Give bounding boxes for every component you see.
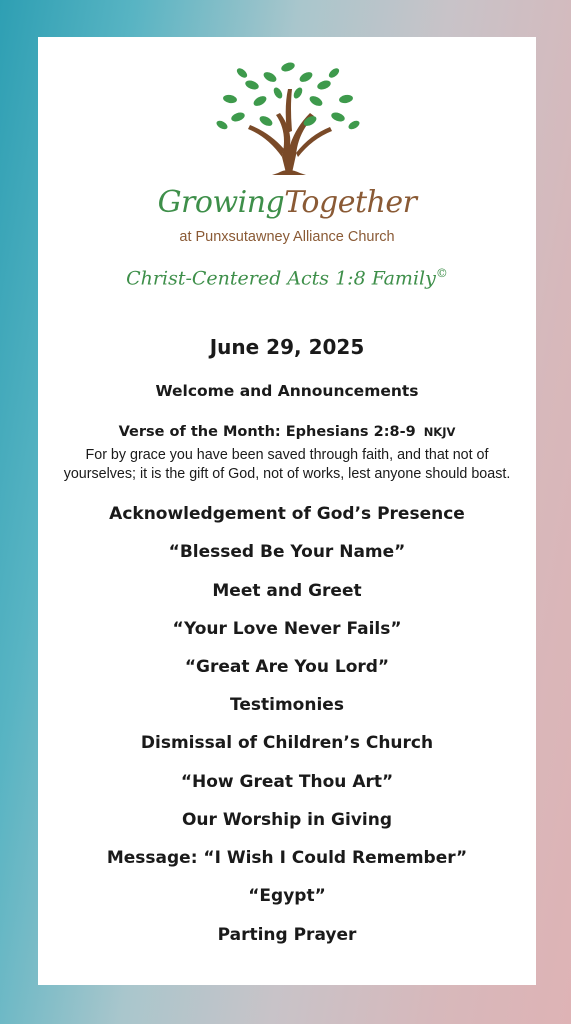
copyright-mark: © xyxy=(435,266,448,280)
order-item: “Your Love Never Fails” xyxy=(172,619,402,639)
verse-line-2: yourselves; it is the gift of God, not of works, lest anyone should boast. xyxy=(63,466,511,482)
order-item: Dismissal of Children’s Church xyxy=(140,733,434,753)
verse-version: NKJV xyxy=(423,425,456,439)
order-item: Acknowledgement of God’s Presence xyxy=(109,504,465,524)
verse-text xyxy=(38,446,536,484)
order-item: “Great Are You Lord” xyxy=(184,657,390,677)
tagline xyxy=(38,266,536,289)
service-date: June 29, 2025 xyxy=(209,335,365,359)
order-item: “Blessed Be Your Name” xyxy=(168,542,406,562)
verse-reference: Verse of the Month: Ephesians 2:8-9 xyxy=(118,424,416,440)
order-item: “Egypt” xyxy=(248,886,326,906)
logo-title-part2: Together xyxy=(284,185,417,220)
order-item: Testimonies xyxy=(230,695,344,715)
verse-line-1: For by grace you have been saved through faith, and that not of xyxy=(85,447,489,463)
order-item: Message: “I Wish I Could Remember” xyxy=(106,848,468,868)
logo-title-part1: Growing xyxy=(157,185,285,220)
logo-subtitle: at Punxsutawney Alliance Church xyxy=(179,229,395,245)
logo-title xyxy=(38,185,536,220)
tagline-text: Christ-Centered Acts 1:8 Family xyxy=(126,267,436,290)
order-item: “How Great Thou Art” xyxy=(180,772,394,792)
order-item: Our Worship in Giving xyxy=(181,810,392,830)
welcome-heading: Welcome and Announcements xyxy=(155,382,419,400)
bulletin-card xyxy=(38,37,536,985)
order-item: Parting Prayer xyxy=(217,925,357,945)
verse-heading xyxy=(38,424,536,440)
order-item: Meet and Greet xyxy=(212,581,362,601)
